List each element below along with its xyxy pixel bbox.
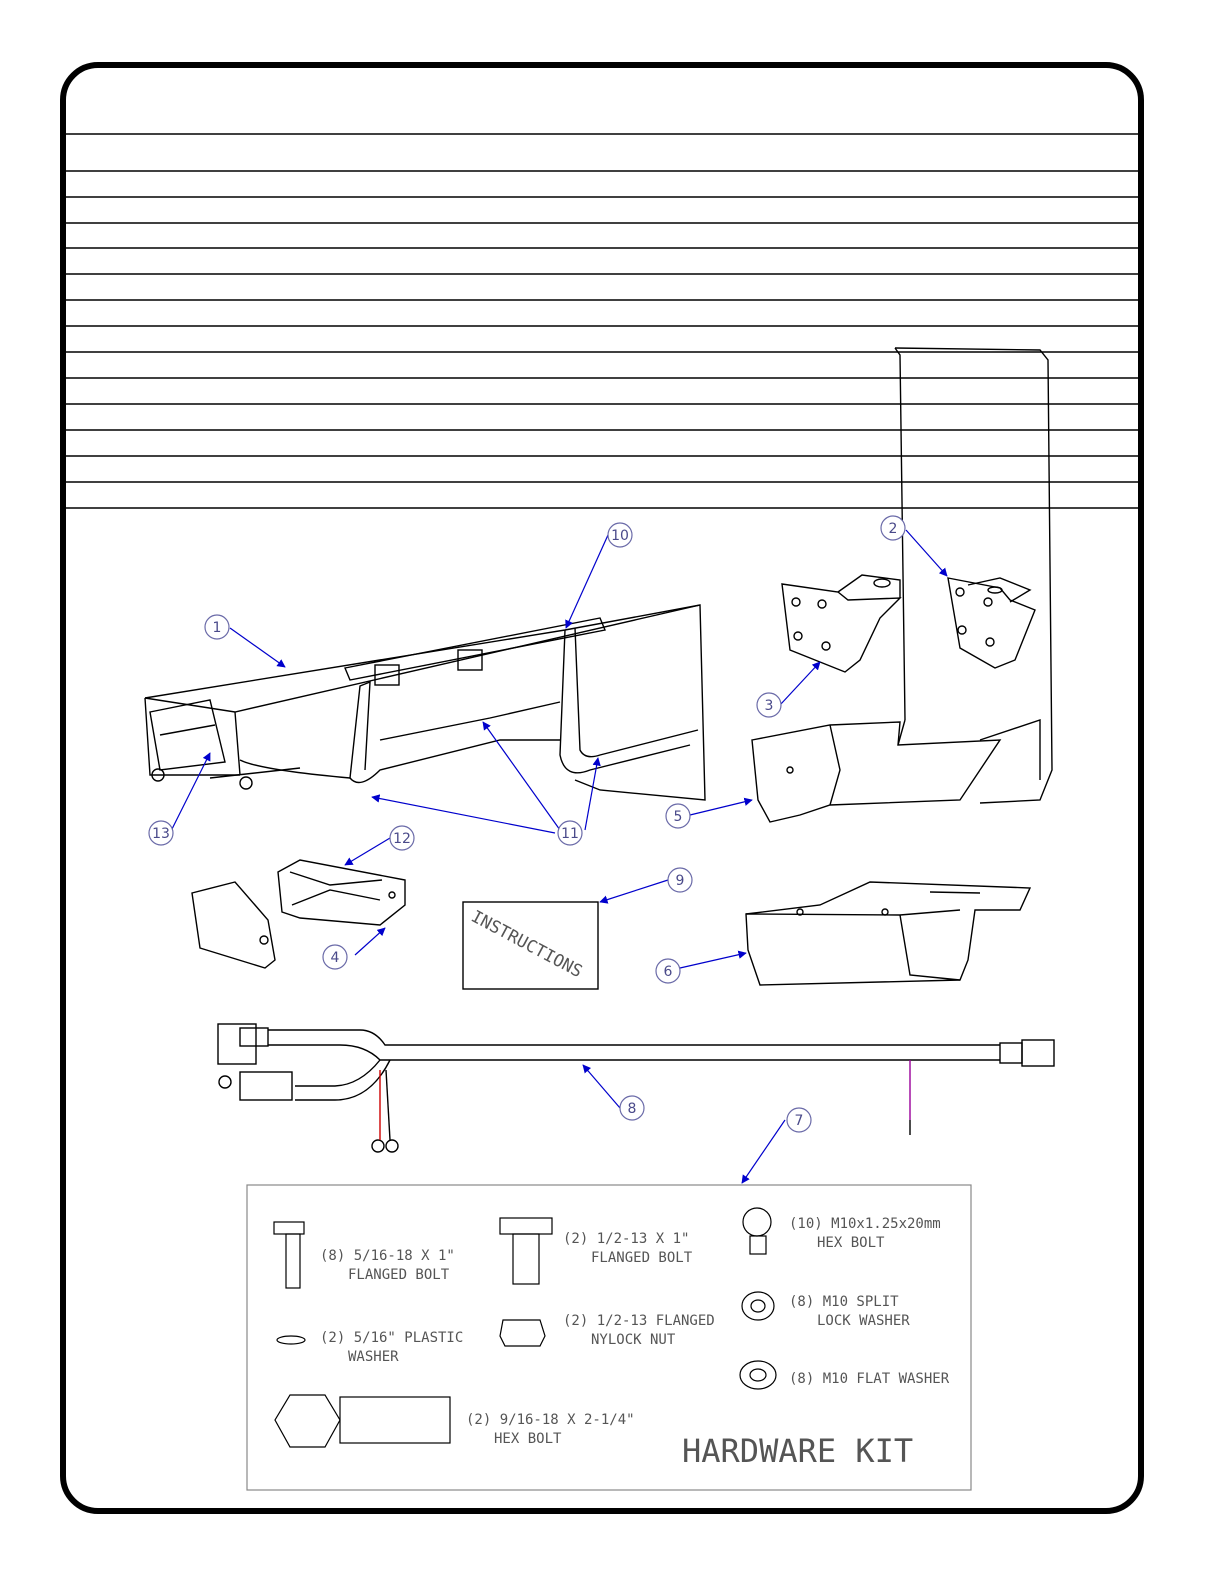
part-9-instructions-sheet xyxy=(463,902,598,989)
part-8-wiring-harness xyxy=(218,1024,1054,1152)
hardware-item-line2: LOCK WASHER xyxy=(817,1313,910,1329)
part-1-hitch-frame xyxy=(145,605,705,800)
hardware-item xyxy=(563,1231,693,1266)
hardware-item xyxy=(789,1371,950,1387)
part-6-bracket xyxy=(746,882,1030,985)
hardware-item-line1: (10) M10x1.25x20mm xyxy=(789,1216,941,1232)
hardware-item-line2: HEX BOLT xyxy=(817,1235,885,1251)
hardware-item-line1: (2) 9/16-18 X 2-1/4" xyxy=(466,1412,635,1428)
balloon-label: 10 xyxy=(611,528,629,544)
instructions-label: INSTRUCTIONS xyxy=(467,906,586,983)
hardware-item xyxy=(789,1294,910,1329)
callout-balloon-8 xyxy=(620,1096,644,1120)
hardware-item-line1: (8) M10 SPLIT xyxy=(789,1294,899,1310)
hardware-item-line1: (2) 1/2-13 X 1" xyxy=(563,1231,690,1247)
hardware-item xyxy=(320,1330,463,1365)
part-3-bracket xyxy=(782,575,900,672)
part-12-bracket xyxy=(278,860,405,925)
callout-balloon-6 xyxy=(656,959,680,983)
balloon-label: 6 xyxy=(663,964,673,980)
callout-balloon-13 xyxy=(149,821,173,845)
hardware-item-line2: HEX BOLT xyxy=(494,1431,562,1447)
part-2-bracket xyxy=(948,578,1035,668)
callout-balloon-4 xyxy=(323,945,347,969)
callout-balloon-10 xyxy=(608,523,632,547)
hardware-item-line2: WASHER xyxy=(348,1349,399,1365)
part-5-bracket xyxy=(752,345,1052,822)
hardware-item xyxy=(563,1313,715,1348)
hardware-item-line1: (8) 5/16-18 X 1" xyxy=(320,1248,455,1264)
balloon-label: 7 xyxy=(794,1113,804,1129)
balloon-label: 9 xyxy=(675,873,685,889)
balloon-label: 12 xyxy=(393,831,411,847)
hardware-item-line1: (2) 5/16" PLASTIC xyxy=(320,1330,464,1346)
parts-table xyxy=(66,134,1140,508)
balloon-label: 2 xyxy=(888,521,898,537)
hardware-kit-title: HARDWARE KIT xyxy=(682,1432,914,1470)
black-wire xyxy=(386,1070,390,1140)
callout-balloon-12 xyxy=(390,826,414,850)
hardware-item-line2: NYLOCK NUT xyxy=(591,1332,676,1348)
hardware-item xyxy=(320,1248,455,1283)
balloon-label: 4 xyxy=(330,950,340,966)
hardware-item-line1: (8) M10 FLAT WASHER xyxy=(789,1371,950,1387)
callout-balloon-5 xyxy=(666,804,690,828)
leader-lines xyxy=(170,530,947,1183)
hardware-item-line1: (2) 1/2-13 FLANGED xyxy=(563,1313,715,1329)
hardware-item-line2: FLANGED BOLT xyxy=(591,1250,693,1266)
callout-balloon-9 xyxy=(668,868,692,892)
balloon-label: 8 xyxy=(627,1101,637,1117)
callout-balloon-3 xyxy=(757,693,781,717)
part-4-bracket xyxy=(192,882,275,968)
balloon-label: 11 xyxy=(561,826,579,842)
hardware-item xyxy=(466,1412,635,1447)
balloon-label: 13 xyxy=(152,826,170,842)
callout-balloon-7 xyxy=(787,1108,811,1132)
callout-balloon-11 xyxy=(558,821,582,845)
balloon-label: 3 xyxy=(764,698,774,714)
hardware-item-line2: FLANGED BOLT xyxy=(348,1267,450,1283)
part-7-hardware-kit xyxy=(247,1185,971,1490)
hardware-item xyxy=(789,1216,941,1251)
callout-balloon-2 xyxy=(881,516,905,540)
callout-balloon-1 xyxy=(205,615,229,639)
balloon-label: 1 xyxy=(212,620,222,636)
balloon-label: 5 xyxy=(673,809,683,825)
